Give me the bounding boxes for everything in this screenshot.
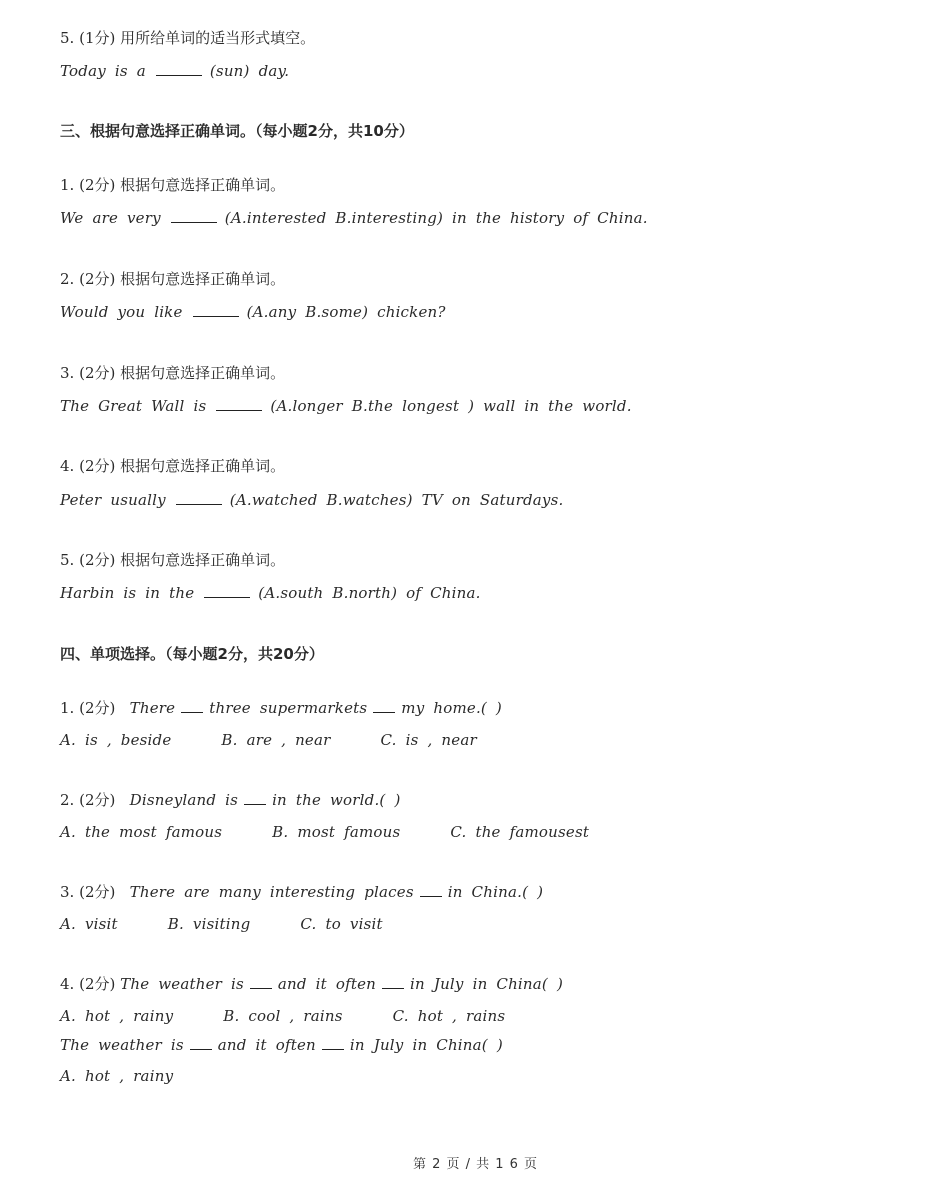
question-stem — [60, 882, 543, 902]
question-stem — [60, 790, 401, 810]
stem-text: The weather is — [60, 1036, 184, 1054]
option-a[interactable]: A. hot , rainy — [60, 1007, 174, 1025]
stem-text: There are many interesting places — [129, 883, 414, 901]
stem-text: and it often — [277, 975, 377, 993]
question-number: 1. — [60, 176, 75, 194]
answer-blank[interactable] — [373, 698, 395, 713]
question-instruction: 根据句意选择正确单词。 — [120, 457, 286, 475]
answer-blank[interactable] — [420, 882, 442, 897]
question-instruction: 用所给单词的适当形式填空。 — [120, 29, 316, 47]
question-header — [60, 363, 285, 383]
stem-text: in July in China( ) — [349, 1036, 503, 1054]
question-stem-repeat — [60, 1035, 503, 1055]
question-score: (2分) — [79, 975, 116, 993]
question-score: (2分) — [79, 551, 116, 569]
section-heading: 三、根据句意选择正确单词。（每小题2分，共10分） — [60, 122, 414, 140]
stem-text: in China.( ) — [447, 883, 544, 901]
question-instruction: 根据句意选择正确单词。 — [120, 364, 286, 382]
sentence-text: (A.south B.north) of China. — [258, 584, 481, 602]
question-header — [60, 550, 285, 570]
sentence-text: Would you like — [60, 303, 183, 321]
question-header — [60, 175, 285, 195]
question-number: 4. — [60, 975, 75, 993]
stem-text: in July in China( ) — [410, 975, 564, 993]
option-b[interactable]: B. are , near — [221, 731, 331, 749]
answer-blank[interactable] — [204, 583, 250, 598]
answer-blank[interactable] — [181, 698, 203, 713]
sentence-text: (A.watched B.watches) TV on Saturdays. — [229, 491, 564, 509]
options-row — [60, 822, 589, 842]
question-score: (1分) — [79, 29, 116, 47]
question-number: 3. — [60, 883, 75, 901]
answer-blank[interactable] — [193, 302, 239, 317]
question-header — [60, 456, 285, 476]
question-sentence — [60, 208, 648, 228]
answer-blank[interactable] — [176, 490, 222, 505]
option-a[interactable]: A. is , beside — [60, 731, 172, 749]
sentence-text: The Great Wall is — [60, 397, 207, 415]
sentence-text: Today is a — [60, 62, 146, 80]
options-row — [60, 914, 383, 934]
question-number: 1. — [60, 699, 75, 717]
answer-blank[interactable] — [322, 1035, 344, 1050]
question-stem — [60, 974, 563, 994]
option-c[interactable]: C. hot , rains — [392, 1007, 506, 1025]
option-a[interactable]: A. the most famous — [60, 823, 223, 841]
options-row — [60, 730, 477, 750]
question-header — [60, 269, 285, 289]
question-sentence — [60, 61, 289, 81]
question-score: (2分) — [79, 791, 116, 809]
answer-blank[interactable] — [190, 1035, 212, 1050]
sentence-text: Peter usually — [60, 491, 166, 509]
stem-text: The weather is — [120, 975, 244, 993]
sentence-text: (A.any B.some) chicken? — [246, 303, 446, 321]
stem-text: my home.( ) — [401, 699, 502, 717]
answer-blank[interactable] — [250, 974, 272, 989]
option-b[interactable]: B. visiting — [167, 915, 251, 933]
section-heading: 四、单项选择。（每小题2分，共20分） — [60, 645, 324, 663]
answer-blank[interactable] — [156, 61, 202, 76]
stem-text: There — [129, 699, 176, 717]
question-number: 2. — [60, 270, 75, 288]
question-score: (2分) — [79, 176, 116, 194]
question-header — [60, 28, 315, 48]
question-number: 4. — [60, 457, 75, 475]
question-number: 3. — [60, 364, 75, 382]
option-a[interactable]: A. visit — [60, 915, 118, 933]
sentence-text: (sun) day. — [209, 62, 290, 80]
answer-blank[interactable] — [382, 974, 404, 989]
question-instruction: 根据句意选择正确单词。 — [120, 176, 286, 194]
question-sentence — [60, 396, 632, 416]
option-c[interactable]: C. the famousest — [450, 823, 590, 841]
stem-text: Disneyland is — [129, 791, 239, 809]
question-number: 5. — [60, 29, 75, 47]
question-sentence — [60, 583, 481, 603]
question-score: (2分) — [79, 270, 116, 288]
option-c[interactable]: C. to visit — [300, 915, 383, 933]
question-number: 2. — [60, 791, 75, 809]
answer-blank[interactable] — [171, 208, 217, 223]
question-score: (2分) — [79, 883, 116, 901]
question-sentence — [60, 490, 563, 510]
question-instruction: 根据句意选择正确单词。 — [120, 270, 286, 288]
options-row — [60, 1066, 173, 1086]
answer-blank[interactable] — [244, 790, 266, 805]
question-score: (2分) — [79, 699, 116, 717]
answer-blank[interactable] — [216, 396, 262, 411]
options-row — [60, 1006, 505, 1026]
question-number: 5. — [60, 551, 75, 569]
stem-text: and it often — [217, 1036, 316, 1054]
question-instruction: 根据句意选择正确单词。 — [120, 551, 286, 569]
option-a[interactable]: A. hot , rainy — [60, 1067, 174, 1085]
stem-text: three supermarkets — [209, 699, 368, 717]
option-c[interactable]: C. is , near — [380, 731, 477, 749]
question-score: (2分) — [79, 364, 116, 382]
option-b[interactable]: B. most famous — [272, 823, 401, 841]
question-sentence — [60, 302, 446, 322]
sentence-text: Harbin is in the — [60, 584, 195, 602]
sentence-text: We are very — [60, 209, 161, 227]
stem-text: in the world.( ) — [272, 791, 401, 809]
sentence-text: (A.interested B.interesting) in the history of China. — [224, 209, 648, 227]
option-b[interactable]: B. cool , rains — [223, 1007, 343, 1025]
sentence-text: (A.longer B.the longest ) wall in the world. — [270, 397, 632, 415]
page-footer: 第 2 页 / 共 1 6 页 — [412, 1157, 538, 1172]
question-score: (2分) — [79, 457, 116, 475]
question-stem — [60, 698, 502, 718]
